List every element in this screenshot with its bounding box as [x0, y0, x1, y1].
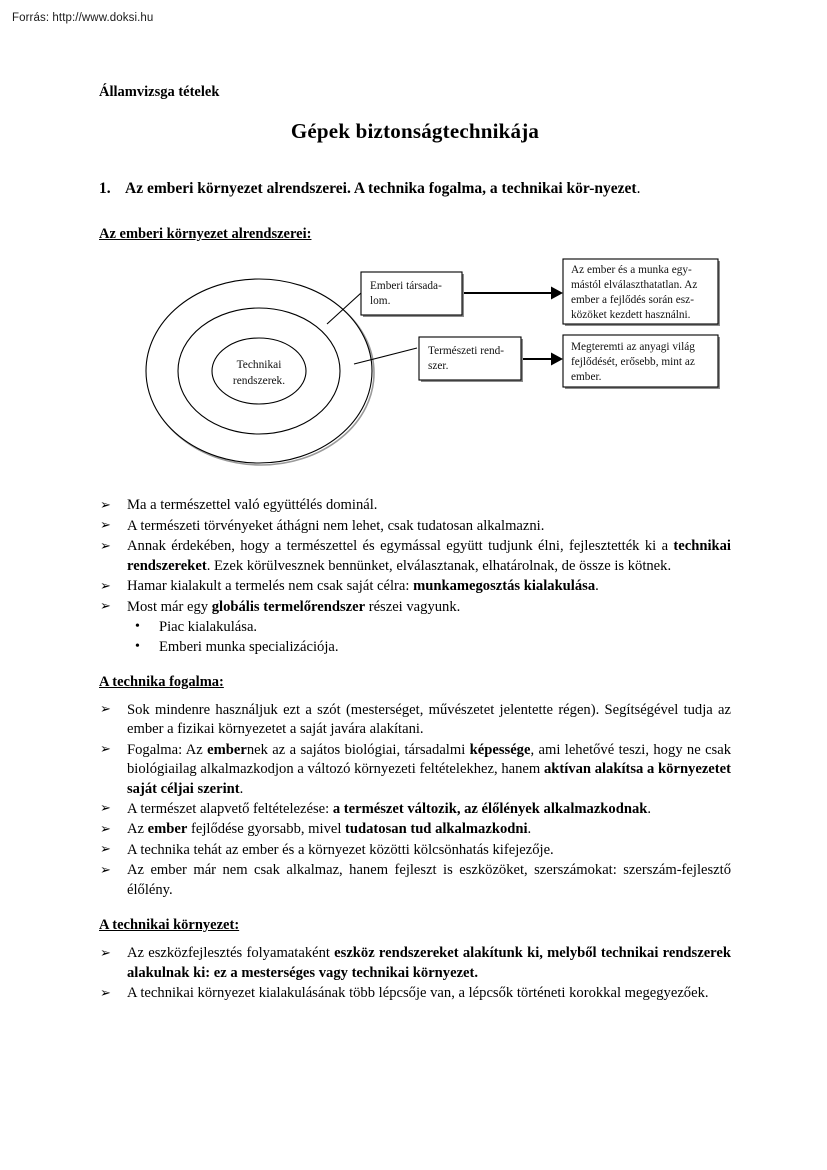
list-environment	[99, 944, 731, 1003]
inner-ellipse-label-line2: rendszerek.	[232, 375, 286, 387]
section-heading	[99, 179, 731, 200]
section-heading-text	[125, 179, 731, 200]
subheading-environment: A technikai környezet:	[99, 917, 240, 934]
page-title: Gépek biztonságtechnikája	[290, 119, 540, 144]
subheading-technique-wrap	[99, 673, 731, 697]
list-item	[99, 820, 731, 839]
list-bullet-icon: ➢	[100, 945, 111, 961]
list-item	[99, 701, 731, 740]
list-item	[99, 638, 731, 658]
list-item	[99, 517, 731, 536]
list-item-text: A technikai környezet kialakulásának több lépcsője van, a lépcsők történeti korokkal megegyezőek.	[127, 985, 709, 1002]
result-ember-es-munka-line1: Az ember és a munka egy-	[571, 264, 692, 276]
list-item	[99, 984, 731, 1003]
section-number: 1.	[99, 179, 111, 197]
list-bullet-icon: ➢	[100, 821, 111, 837]
list-item-text: A technika tehát az ember és a környezet közötti kölcsönhatás kifejezője.	[127, 841, 554, 858]
list-bullet-icon: ➢	[100, 578, 111, 594]
list-item-text: Az ember fejlődése gyorsabb, mivel tudatosan tud alkalmazkodni.	[127, 821, 532, 838]
gap-2	[99, 901, 731, 916]
section-heading-period: .	[636, 179, 641, 197]
list-item	[99, 861, 731, 900]
list-item	[99, 598, 731, 617]
list-item	[99, 577, 731, 596]
subheading-environment-wrap	[99, 916, 731, 940]
result-ember-es-munka-line3: ember a fejlődés során esz-	[571, 294, 694, 306]
list-item-text: Sok mindenre használjuk ezt a szót (mesterséget, művészetet jelentette régen). Segítségével tudja az ember a fizikai környezetet a saját javára alakítani.	[127, 701, 731, 738]
document-body	[99, 84, 731, 1005]
callout-emberi-tarsadalom-line2: lom.	[370, 295, 391, 307]
subheading-subsystems-wrap	[99, 225, 731, 249]
list-item	[99, 800, 731, 819]
result-ember-es-munka-line2: mástól elválaszthatatlan. Az	[571, 279, 698, 291]
list-bullet-icon: ➢	[100, 702, 111, 718]
subheading-technique: A technika fogalma:	[99, 673, 224, 690]
gap-1	[99, 658, 731, 673]
inner-ellipse-label-line1: Technikai	[236, 359, 282, 371]
list-item-text: Piac kialakulása.	[159, 619, 258, 636]
list-subsystems	[99, 496, 731, 617]
list-bullet-icon: ➢	[100, 497, 111, 513]
section-heading-body: Az emberi környezet alrendszerei. A technika fogalma, a technikai kör-nyezet	[125, 179, 637, 197]
list-bullet-icon: ➢	[100, 742, 111, 758]
list-item-text: Emberi munka specializációja.	[159, 638, 339, 655]
list-item	[99, 841, 731, 860]
list-item-text: Hamar kialakult a termelés nem csak saját célra: munkamegosztás kialakulása.	[127, 578, 599, 595]
list-subsystems-sub	[99, 618, 731, 657]
list-item-text: Az ember már nem csak alkalmaz, hanem fejleszt is eszközöket, szerszámokat: szerszám-fejlesztő élőlény.	[127, 862, 731, 898]
list-item	[99, 944, 731, 983]
callout-termeszeti-rendszer-line1: Természeti rend-	[428, 345, 505, 357]
result-anyagi-vilag-line2: fejlődését, erősebb, mint az	[571, 356, 695, 368]
result-ember-es-munka-line4: közöket kezdett használni.	[571, 309, 691, 321]
callout-emberi-tarsadalom-line1: Emberi társada-	[370, 280, 442, 292]
list-bullet-icon: ➢	[100, 862, 111, 878]
list-item-text: Ma a természettel való együttélés dominál.	[127, 497, 378, 514]
result-anyagi-vilag-line1: Megteremti az anyagi világ	[571, 341, 695, 353]
list-bullet-icon: ➢	[100, 801, 111, 817]
callout-termeszeti-rendszer-line2: szer.	[428, 360, 449, 372]
list-item-text: Az eszközfejlesztés folyamataként eszköz rendszereket alakítunk ki, melyből technikai rendszerek alakulnak ki: ez a mesterséges vagy technikai környezet.	[127, 945, 731, 981]
list-item	[99, 741, 731, 799]
result-anyagi-vilag-line3: ember.	[571, 371, 602, 383]
list-item-text: A természet alapvető feltételezése: a természet változik, az élőlények alkalmazkodnak.	[127, 800, 652, 817]
list-item	[99, 496, 731, 515]
list-bullet-icon: ➢	[100, 985, 111, 1001]
subheading-subsystems: Az emberi környezet alrendszerei:	[99, 226, 312, 243]
list-item-text: Fogalma: Az embernek az a sajátos biológiai, társadalmi képessége, ami lehetővé teszi, hogy ne csak biológiailag alkalmazkodjon a változó környezeti feltételekhez, hanem aktívan alakítsa a környezetet saját céljai szerint.	[127, 741, 732, 797]
list-bullet-icon: ➢	[100, 518, 111, 534]
list-bullet-icon: ➢	[100, 842, 111, 858]
list-bullet-icon: ➢	[100, 538, 111, 554]
diagram-spacer	[99, 253, 731, 496]
list-item-text: Most már egy globális termelőrendszer részei vagyunk.	[127, 598, 461, 615]
list-item	[99, 537, 731, 576]
document-kicker: Államvizsga tételek	[99, 84, 220, 100]
list-technique	[99, 701, 731, 901]
list-bullet-icon: •	[135, 638, 140, 654]
list-bullet-icon: •	[135, 619, 140, 635]
list-item-text: A természeti törvényeket áthágni nem lehet, csak tudatosan alkalmazni.	[127, 517, 545, 534]
source-watermark: Forrás: http://www.doksi.hu	[12, 12, 154, 24]
list-bullet-icon: ➢	[100, 599, 111, 615]
list-item	[99, 618, 731, 638]
list-item-text: Annak érdekében, hogy a természettel és egymással együtt tudjunk élni, fejlesztették ki a technikai rendszereket. Ezek körülvesznek bennünket, elválasztanak, elhatárolnak, de össze is kötnek.	[127, 538, 731, 574]
